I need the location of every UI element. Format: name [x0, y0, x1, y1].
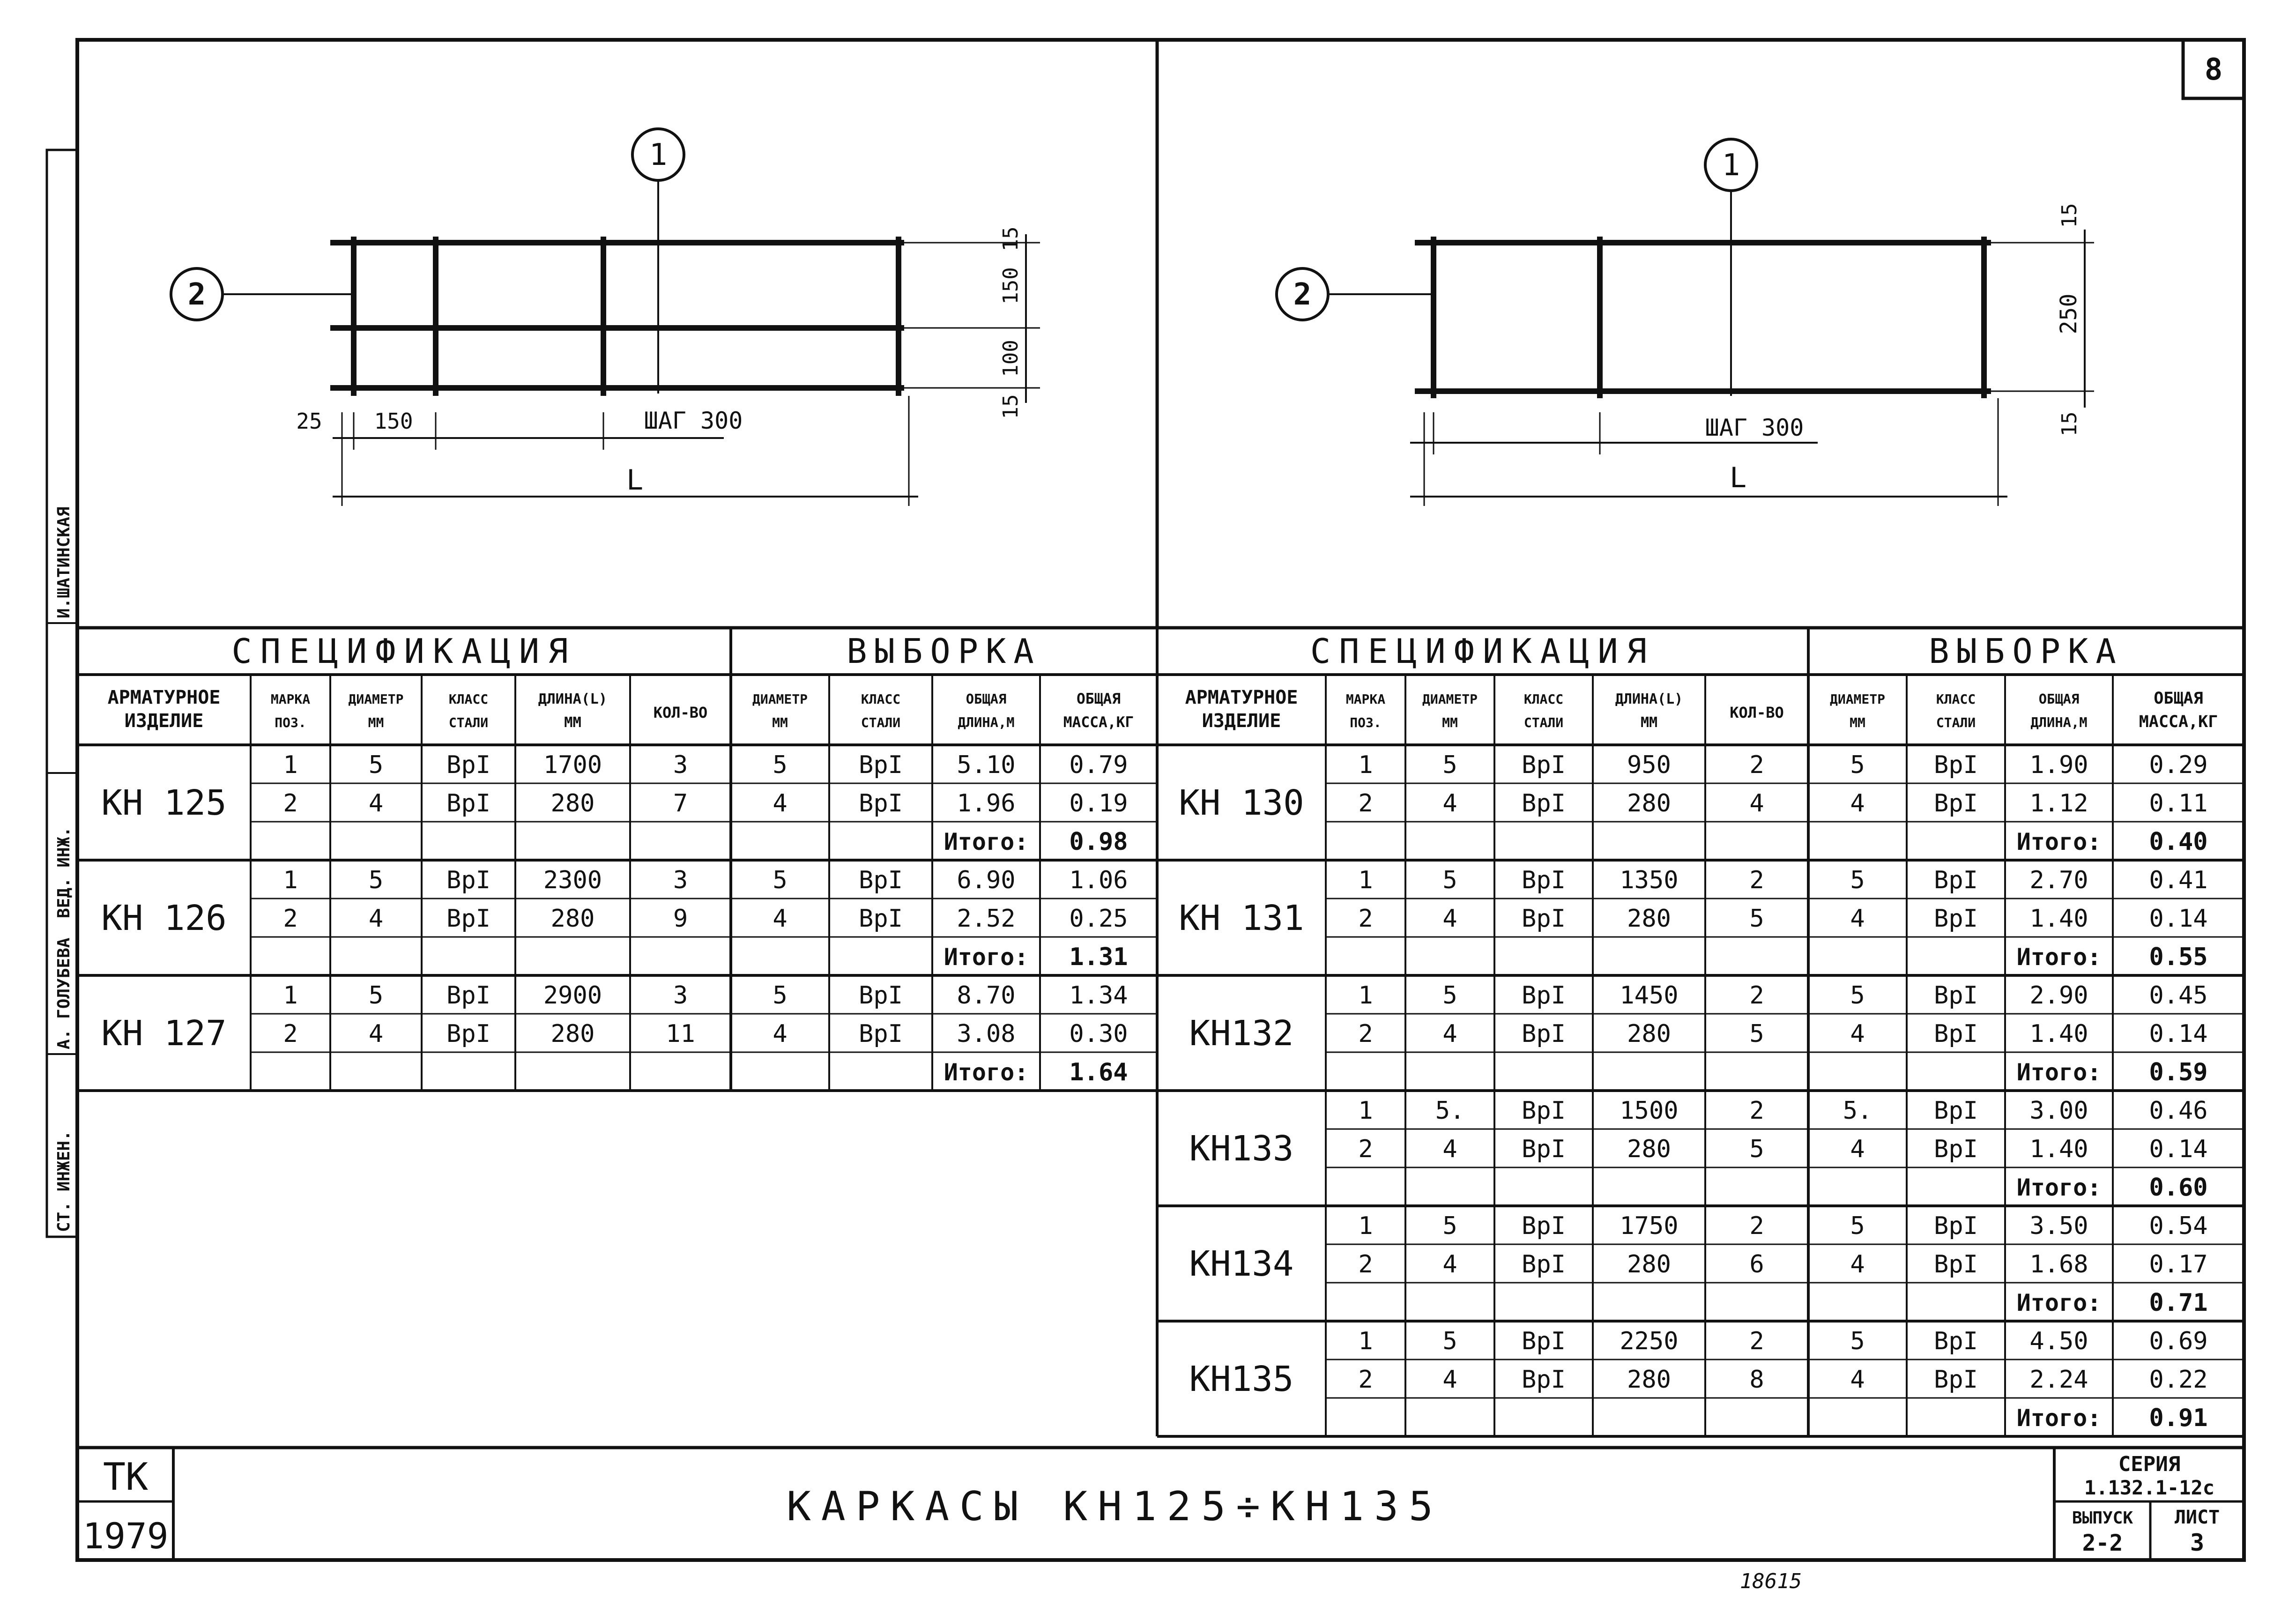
left-col-header: ММ [368, 715, 384, 730]
stamp-name-1: А. ГОЛУБЕВА [54, 937, 74, 1049]
left-cell: 5 [773, 981, 788, 1010]
left-cell: 11 [666, 1020, 695, 1048]
left-cell: 5 [773, 866, 788, 894]
left-cell: 0.19 [1069, 789, 1128, 817]
right-col-header: ДИАМЕТР [1422, 691, 1478, 707]
left-cell: 2300 [543, 866, 602, 894]
right-cell: 4 [1850, 789, 1865, 817]
right-cell: 2 [1749, 751, 1764, 779]
right-cell: 5. [1435, 1097, 1465, 1125]
right-cell: ВрI [1934, 981, 1978, 1010]
left-col-header: АРМАТУРНОЕ [107, 687, 221, 708]
left-dim-length: L [626, 464, 644, 497]
right-total-value: 0.59 [2149, 1058, 2208, 1086]
left-cell: 1 [283, 866, 298, 894]
left-cell: 3.08 [957, 1020, 1016, 1048]
right-dim-mid: 250 [2056, 293, 2082, 334]
right-cell: ВрI [1934, 751, 1978, 779]
specification-tables [77, 628, 2244, 1436]
right-cell: ВрI [1522, 866, 1566, 894]
right-col-header: КЛАСС [1523, 691, 1564, 707]
right-cell: 1750 [1620, 1212, 1679, 1240]
left-dim-left: 25 [296, 409, 322, 434]
left-cell: 1.96 [957, 789, 1016, 817]
right-cell: 1 [1358, 866, 1373, 894]
left-col-header: ДИАМЕТР [348, 691, 404, 707]
right-cell: 0.14 [2149, 905, 2208, 933]
footer-note: 18615 [1739, 1569, 1802, 1593]
left-cell: ВрI [859, 1020, 903, 1048]
left-cell: 8.70 [957, 981, 1016, 1010]
right-cell: 4 [1850, 1135, 1865, 1163]
left-cell: 280 [550, 905, 595, 933]
right-cell: 2 [1358, 1020, 1373, 1048]
issue-value: 2-2 [2082, 1530, 2123, 1556]
left-spec-title: СПЕЦИФИКАЦИЯ [231, 632, 577, 671]
left-cell: ВрI [446, 866, 490, 894]
left-cell: 4 [773, 789, 788, 817]
right-cell: 1 [1358, 1212, 1373, 1240]
right-cell: 1 [1358, 751, 1373, 779]
right-col-header: АРМАТУРНОЕ [1185, 687, 1298, 708]
right-col-header: СТАЛИ [1523, 715, 1564, 730]
left-cell: 2.52 [957, 905, 1016, 933]
right-total-value: 0.40 [2149, 828, 2208, 856]
right-cell: 280 [1627, 789, 1671, 817]
right-spec-title: СПЕЦИФИКАЦИЯ [1310, 632, 1656, 671]
right-cell: ВрI [1934, 1212, 1978, 1240]
right-cell: ВрI [1522, 751, 1566, 779]
left-total-value: 1.64 [1069, 1058, 1128, 1086]
right-total-label: Итого: [2016, 1289, 2102, 1316]
right-total-label: Итого: [2016, 828, 2102, 855]
left-col-header: ДЛИНА(L) [538, 691, 608, 707]
year: 1979 [82, 1515, 169, 1557]
right-cell: 280 [1627, 1135, 1671, 1163]
left-cell: 2 [283, 789, 298, 817]
right-cell: ВрI [1934, 1327, 1978, 1355]
right-col-header: ДЛИНА,М [2030, 714, 2088, 730]
right-item-mark: КН133 [1189, 1129, 1294, 1169]
left-col-header: МАРКА [270, 691, 311, 707]
right-cell: 1.40 [2029, 905, 2088, 933]
right-cell: 1350 [1620, 866, 1679, 894]
right-cell: 4 [1442, 789, 1457, 817]
left-col-header: ММ [564, 714, 581, 731]
right-col-header: ОБЩАЯ [2038, 691, 2080, 707]
stamp-role-1: СТ. ИНЖЕН. [54, 1130, 74, 1232]
right-cell: ВрI [1934, 1366, 1978, 1394]
issue-label: ВЫПУСК [2072, 1508, 2133, 1528]
right-col-header: ИЗДЕЛИЕ [1202, 710, 1281, 732]
right-cell: ВрI [1522, 1020, 1566, 1048]
left-cell: ВрI [446, 981, 490, 1010]
right-cell: 1.40 [2029, 1135, 2088, 1163]
right-cell: 5 [1442, 1327, 1457, 1355]
side-stamp [47, 507, 77, 1232]
left-cell: 3 [673, 751, 688, 779]
left-col-header: ДЛИНА,М [958, 714, 1015, 730]
right-cell: 5 [1850, 866, 1865, 894]
right-cell: 1 [1358, 1097, 1373, 1125]
right-cell: 1 [1358, 1327, 1373, 1355]
right-cell: ВрI [1522, 981, 1566, 1010]
org-code: ТК [103, 1455, 149, 1499]
left-total-label: Итого: [944, 944, 1029, 971]
right-cell: 5 [1442, 981, 1457, 1010]
right-cell: ВрI [1522, 1250, 1566, 1278]
left-cell: 7 [673, 789, 688, 817]
right-cell: 5 [1749, 905, 1764, 933]
right-cell: 280 [1627, 905, 1671, 933]
right-cell: ВрI [1522, 1097, 1566, 1125]
left-cell: 3 [673, 981, 688, 1010]
right-cell: 0.46 [2149, 1097, 2208, 1125]
left-col-header: КОЛ-ВО [653, 704, 708, 721]
left-cell: ВрI [859, 789, 903, 817]
left-cell: 1.34 [1069, 981, 1128, 1010]
left-total-label: Итого: [944, 1059, 1029, 1086]
left-pos-1: 1 [649, 138, 668, 172]
left-cell: ВрI [446, 905, 490, 933]
stamp-role-2: ВЕД. ИНЖ. [54, 826, 74, 918]
right-cell: 5 [1442, 751, 1457, 779]
right-cell: 5 [1850, 1212, 1865, 1240]
sheet-title: КАРКАСЫ КН125÷КН135 [787, 1483, 1443, 1530]
right-cell: 2 [1358, 1250, 1373, 1278]
right-cell: ВрI [1522, 1366, 1566, 1394]
right-item-mark: КН 130 [1179, 783, 1304, 823]
right-cell: 5 [1850, 981, 1865, 1010]
left-cell: 5.10 [957, 751, 1016, 779]
right-total-label: Итого: [2016, 1059, 2102, 1086]
right-cell: ВрI [1934, 866, 1978, 894]
left-cell: 1 [283, 981, 298, 1010]
left-col-header: КЛАСС [861, 691, 901, 707]
right-col-header: МАРКА [1345, 691, 1386, 707]
right-cell: 5 [1442, 1212, 1457, 1240]
right-cell: 5. [1843, 1097, 1872, 1125]
right-sel-title: ВЫБОРКА [1929, 632, 2124, 671]
right-cell: 4 [1442, 905, 1457, 933]
right-item-mark: КН134 [1189, 1244, 1294, 1284]
right-total-label: Итого: [2016, 1404, 2102, 1432]
right-cell: 3.00 [2029, 1097, 2088, 1125]
right-cell: 4 [1442, 1366, 1457, 1394]
right-cell: 4 [1850, 905, 1865, 933]
right-cell: 0.54 [2149, 1212, 2208, 1240]
left-cell: ВрI [859, 981, 903, 1010]
right-cell: ВрI [1522, 1212, 1566, 1240]
right-cell: ВрI [1522, 1135, 1566, 1163]
right-cell: 4 [1850, 1020, 1865, 1048]
right-cell: 950 [1627, 751, 1671, 779]
left-dim-top: 15 [999, 226, 1023, 252]
right-cell: 0.45 [2149, 981, 2208, 1010]
right-cell: 2.24 [2029, 1366, 2088, 1394]
sheet-number: 8 [2204, 52, 2223, 87]
right-cell: 2.70 [2029, 866, 2088, 894]
left-col-header: ДИАМЕТР [752, 691, 808, 707]
right-cell: 1.40 [2029, 1020, 2088, 1048]
left-cell: 2 [283, 1020, 298, 1048]
title-block [82, 52, 2222, 1593]
stamp-name-2: И.ШАТИНСКАЯ [54, 506, 74, 618]
right-cell: ВрI [1934, 1135, 1978, 1163]
left-dim-mid1: 150 [999, 267, 1023, 305]
right-cell: ВрI [1934, 1250, 1978, 1278]
right-col-header: КОЛ-ВО [1730, 704, 1784, 721]
right-cell: 0.29 [2149, 751, 2208, 779]
right-cell: ВрI [1522, 789, 1566, 817]
right-cell: 5 [1442, 866, 1457, 894]
right-cell: 4 [1442, 1250, 1457, 1278]
left-pos-2: 2 [187, 277, 206, 312]
right-total-label: Итого: [2016, 944, 2102, 971]
left-col-header: ОБЩАЯ [1076, 691, 1121, 707]
right-cell: 2 [1749, 1212, 1764, 1240]
right-cell: 2 [1358, 1135, 1373, 1163]
series-value: 1.132.1-12с [2084, 1476, 2215, 1499]
left-cell: 280 [550, 1020, 595, 1048]
left-item-mark: КН 127 [101, 1013, 227, 1054]
left-cell: 4 [368, 905, 384, 933]
right-cell: 5 [1749, 1020, 1764, 1048]
right-cell: 0.69 [2149, 1327, 2208, 1355]
left-cell: 9 [673, 905, 688, 933]
sheet-value: 3 [2190, 1529, 2205, 1556]
right-cell: 2 [1358, 905, 1373, 933]
left-cell: 5 [368, 751, 384, 779]
left-dim-mid2: 100 [999, 340, 1023, 377]
right-cell: ВрI [1522, 905, 1566, 933]
left-cell: 5 [773, 751, 788, 779]
right-cell: 1500 [1620, 1097, 1679, 1125]
right-cell: 6 [1749, 1250, 1764, 1278]
right-cell: 0.22 [2149, 1366, 2208, 1394]
right-cell: 5 [1850, 1327, 1865, 1355]
right-cell: ВрI [1934, 1097, 1978, 1125]
right-cell: 280 [1627, 1366, 1671, 1394]
right-total-value: 0.55 [2149, 943, 2208, 971]
right-cell: 280 [1627, 1020, 1671, 1048]
right-cell: 4 [1749, 789, 1764, 817]
right-item-mark: КН 131 [1179, 898, 1304, 938]
left-total-value: 1.31 [1069, 943, 1128, 971]
left-total-value: 0.98 [1069, 828, 1128, 856]
right-cell: 3.50 [2029, 1212, 2088, 1240]
left-cell: ВрI [446, 1020, 490, 1048]
right-dim-step: ШАГ 300 [1705, 414, 1804, 441]
left-cell: ВрI [859, 866, 903, 894]
right-item-mark: КН135 [1189, 1359, 1294, 1399]
left-cell: 4 [368, 1020, 384, 1048]
right-col-header: ПОЗ. [1350, 715, 1382, 730]
left-cell: 6.90 [957, 866, 1016, 894]
left-item-mark: КН 126 [101, 898, 227, 938]
right-cell: 0.11 [2149, 789, 2208, 817]
right-col-header: ММ [1640, 714, 1658, 731]
right-cell: ВрI [1934, 905, 1978, 933]
left-cell: 0.30 [1069, 1020, 1128, 1048]
left-cell: 1 [283, 751, 298, 779]
right-col-header: ДИАМЕТР [1829, 691, 1886, 707]
right-cell: ВрI [1522, 1327, 1566, 1355]
right-dim-top: 15 [2058, 203, 2081, 228]
right-cell: ВрI [1934, 789, 1978, 817]
right-cell: 2 [1749, 866, 1764, 894]
right-dim-length: L [1729, 461, 1747, 494]
left-dim-first: 150 [374, 409, 413, 434]
left-total-label: Итого: [944, 828, 1029, 855]
left-col-header: СТАЛИ [448, 715, 489, 730]
left-frame-diagram [171, 129, 1040, 506]
right-cell: 2 [1749, 981, 1764, 1010]
right-col-header: ОБЩАЯ [2154, 689, 2203, 708]
left-cell: ВрI [446, 751, 490, 779]
left-dim-step: ШАГ 300 [644, 407, 743, 434]
left-cell: ВрI [859, 905, 903, 933]
right-cell: 2 [1749, 1327, 1764, 1355]
left-cell: 2900 [543, 981, 602, 1010]
right-cell: 1450 [1620, 981, 1679, 1010]
left-cell: 2 [283, 905, 298, 933]
left-cell: 0.25 [1069, 905, 1128, 933]
right-col-header: ММ [1850, 715, 1865, 730]
left-cell: 5 [368, 866, 384, 894]
right-col-header: МАССА,КГ [2139, 713, 2218, 731]
right-cell: 2 [1749, 1097, 1764, 1125]
right-col-header: ММ [1442, 715, 1458, 730]
right-frame-diagram [1277, 139, 2094, 506]
left-col-header: МАССА,КГ [1063, 714, 1134, 731]
right-cell: 1.68 [2029, 1250, 2088, 1278]
right-cell: 8 [1749, 1366, 1764, 1394]
right-col-header: ДЛИНА(L) [1615, 691, 1683, 707]
right-cell: 1 [1358, 981, 1373, 1010]
left-cell: 280 [550, 789, 595, 817]
left-col-header: СТАЛИ [861, 715, 901, 730]
right-cell: 4 [1850, 1250, 1865, 1278]
right-cell: 2 [1358, 1366, 1373, 1394]
left-cell: ВрI [446, 789, 490, 817]
left-col-header: ИЗДЕЛИЕ [124, 710, 204, 732]
left-cell: 4 [368, 789, 384, 817]
left-dim-bottom: 15 [999, 394, 1023, 419]
left-cell: 3 [673, 866, 688, 894]
left-col-header: ММ [772, 715, 788, 730]
right-cell: 1.90 [2029, 751, 2088, 779]
left-cell: 1.06 [1069, 866, 1128, 894]
left-sel-title: ВЫБОРКА [847, 632, 1041, 671]
right-total-label: Итого: [2016, 1174, 2102, 1201]
right-cell: 4 [1850, 1366, 1865, 1394]
right-cell: 5 [1850, 751, 1865, 779]
left-cell: 4 [773, 1020, 788, 1048]
right-cell: 1.12 [2029, 789, 2088, 817]
right-total-value: 0.60 [2149, 1174, 2208, 1202]
right-cell: 0.17 [2149, 1250, 2208, 1278]
right-col-header: СТАЛИ [1936, 715, 1976, 730]
right-cell: 280 [1627, 1250, 1671, 1278]
right-cell: 4 [1442, 1020, 1457, 1048]
left-cell: 4 [773, 905, 788, 933]
right-total-value: 0.71 [2149, 1289, 2208, 1317]
right-cell: 4 [1442, 1135, 1457, 1163]
sheet-label: ЛИСТ [2174, 1507, 2220, 1528]
series-label: СЕРИЯ [2118, 1452, 2181, 1476]
left-col-header: КЛАСС [448, 691, 489, 707]
right-total-value: 0.91 [2149, 1404, 2208, 1432]
right-pos-1: 1 [1722, 148, 1740, 183]
right-pos-2: 2 [1293, 277, 1312, 312]
right-cell: 2.90 [2029, 981, 2088, 1010]
right-dim-bottom: 15 [2058, 411, 2081, 437]
right-cell: 0.14 [2149, 1135, 2208, 1163]
right-cell: 2250 [1620, 1327, 1679, 1355]
right-col-header: КЛАСС [1936, 691, 1976, 707]
left-col-header: ПОЗ. [275, 715, 306, 730]
right-cell: 5 [1749, 1135, 1764, 1163]
left-cell: 1700 [543, 751, 602, 779]
left-cell: 5 [368, 981, 384, 1010]
left-col-header: ОБЩАЯ [966, 691, 1007, 707]
right-cell: 4.50 [2029, 1327, 2088, 1355]
left-item-mark: КН 125 [101, 783, 227, 823]
left-cell: ВрI [859, 751, 903, 779]
left-cell: 0.79 [1069, 751, 1128, 779]
right-cell: 2 [1358, 789, 1373, 817]
right-item-mark: КН132 [1189, 1013, 1294, 1054]
right-cell: 0.41 [2149, 866, 2208, 894]
right-cell: 0.14 [2149, 1020, 2208, 1048]
right-cell: ВрI [1934, 1020, 1978, 1048]
